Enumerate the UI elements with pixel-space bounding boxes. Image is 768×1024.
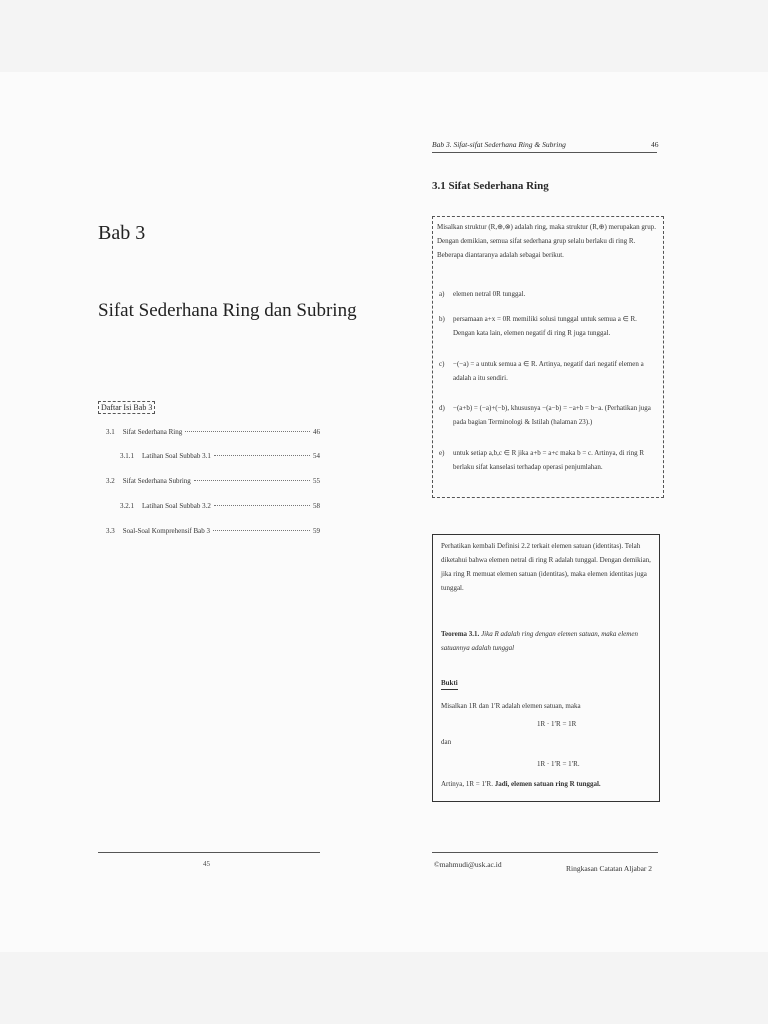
toc-entry[interactable] [120, 502, 320, 510]
toc-entry-number: 3.2.1 [120, 502, 134, 510]
toc-entry-page: 59 [313, 527, 320, 535]
toc-entry[interactable] [120, 452, 320, 460]
toc-entry-number: 3.1.1 [120, 452, 134, 460]
proof-label: Bukti [441, 677, 458, 690]
right-page [384, 72, 768, 952]
item-label: e) [439, 449, 445, 457]
proof-line: Misalkan 1R dan 1′R adalah elemen satuan, maka [441, 702, 581, 710]
property-item [439, 401, 659, 429]
conclusion-bold: Jadi, elemen satuan ring R tunggal. [494, 780, 601, 788]
theorem-box [432, 534, 660, 802]
box-intro: Perhatikan kembali Definisi 2.2 terkait elemen satuan (identitas). Telah diketahui bahwa elemen netral di ring R adalah tunggal. Dengan demikian, jika ring R memuat elemen satuan (identitas), maka elemen identitas juga tunggal. [441, 542, 651, 592]
footer-book-title: Ringkasan Catatan Aljabar 2 [566, 864, 653, 873]
page-number: 45 [203, 860, 210, 868]
toc-entry-title: Latihan Soal Subbab 3.2 [142, 502, 211, 510]
toc-entry-page: 46 [313, 428, 320, 436]
toc-entry[interactable] [106, 527, 320, 535]
section-title: 3.1 Sifat Sederhana Ring [432, 180, 549, 192]
toc-entry-title: Soal-Soal Komprehensif Bab 3 [122, 527, 211, 535]
toc-entry-title: Sifat Sederhana Ring [122, 428, 183, 436]
item-label: c) [439, 360, 445, 368]
property-item [439, 312, 659, 340]
toc-entry-page: 54 [313, 452, 320, 460]
toc-entry-number: 3.2 [106, 477, 115, 485]
conclusion [441, 777, 657, 791]
property-item [439, 446, 659, 474]
properties-box [432, 216, 664, 498]
chapter-title: Sifat Sederhana Ring dan Subring [98, 300, 357, 321]
running-head: Bab 3. Sifat-sifat Sederhana Ring & Subring [432, 140, 566, 149]
toc-leader [185, 431, 310, 432]
toc-entry-number: 3.1 [106, 428, 115, 436]
conclusion-plain: Artinya, 1R = 1′R. [441, 780, 493, 788]
item-text: persamaan a+x = 0R memiliki solusi tunggal untuk semua a ∈ R. Dengan kata lain, elemen negatif di ring R juga tunggal. [453, 315, 637, 337]
toc-entry[interactable] [106, 477, 320, 485]
toc-entry-number: 3.3 [106, 527, 115, 535]
header-rule [432, 152, 657, 153]
toc-entry-page: 55 [313, 477, 320, 485]
item-label: b) [439, 315, 445, 323]
toc-entry-title: Sifat Sederhana Subring [122, 477, 191, 485]
item-text: −(a+b) = (−a)+(−b), khususnya −(a−b) = −a+b = b−a. (Perhatikan juga pada bagian Terminologi & Istilah (halaman 23).) [453, 404, 651, 426]
footer-email: ©mahmudi@usk.ac.id [434, 860, 502, 869]
toc-entry-title: Latihan Soal Subbab 3.1 [142, 452, 211, 460]
footer-rule [98, 852, 320, 853]
toc-entry-page: 58 [313, 502, 320, 510]
toc-entry[interactable] [106, 428, 320, 436]
property-item [439, 357, 659, 385]
proof-dan: dan [441, 738, 452, 746]
footer-rule [432, 852, 658, 853]
theorem-label: Teorema 3.1. [441, 630, 480, 638]
left-page [0, 72, 384, 952]
toc-label: Daftar Isi Bab 3 [98, 401, 155, 414]
chapter-number: Bab 3 [98, 222, 146, 244]
item-label: a) [439, 290, 445, 298]
toc-leader [214, 455, 310, 456]
toc-leader [213, 530, 310, 531]
theorem-text: Jika R adalah ring dengan elemen satuan, maka elemen satuannya adalah tunggal [441, 630, 638, 652]
equation: 1R · 1′R = 1′R. [537, 760, 580, 768]
item-text: untuk setiap a,b,c ∈ R jika a+b = a+c maka b = c. Artinya, di ring R berlaku sifat kanselasi terhadap operasi penjumlahan. [453, 449, 645, 471]
page-number: 46 [651, 140, 659, 149]
equation: 1R · 1′R = 1R [537, 720, 577, 728]
toc-leader [194, 480, 310, 481]
property-item [439, 287, 659, 301]
box-intro: Misalkan struktur (R,⊕,⊗) adalah ring, maka struktur (R,⊕) merupakan grup. Dengan demikian, semua sifat sederhana grup selalu berlaku di ring R. Beberapa diantaranya adalah sebagai berikut. [437, 223, 656, 259]
theorem [441, 627, 653, 655]
item-text: elemen netral 0R tunggal. [453, 290, 526, 298]
toc-leader [214, 505, 310, 506]
item-label: d) [439, 404, 445, 412]
item-text: −(−a) = a untuk semua a ∈ R. Artinya, negatif dari negatif elemen a adalah a itu sendiri. [453, 360, 644, 382]
